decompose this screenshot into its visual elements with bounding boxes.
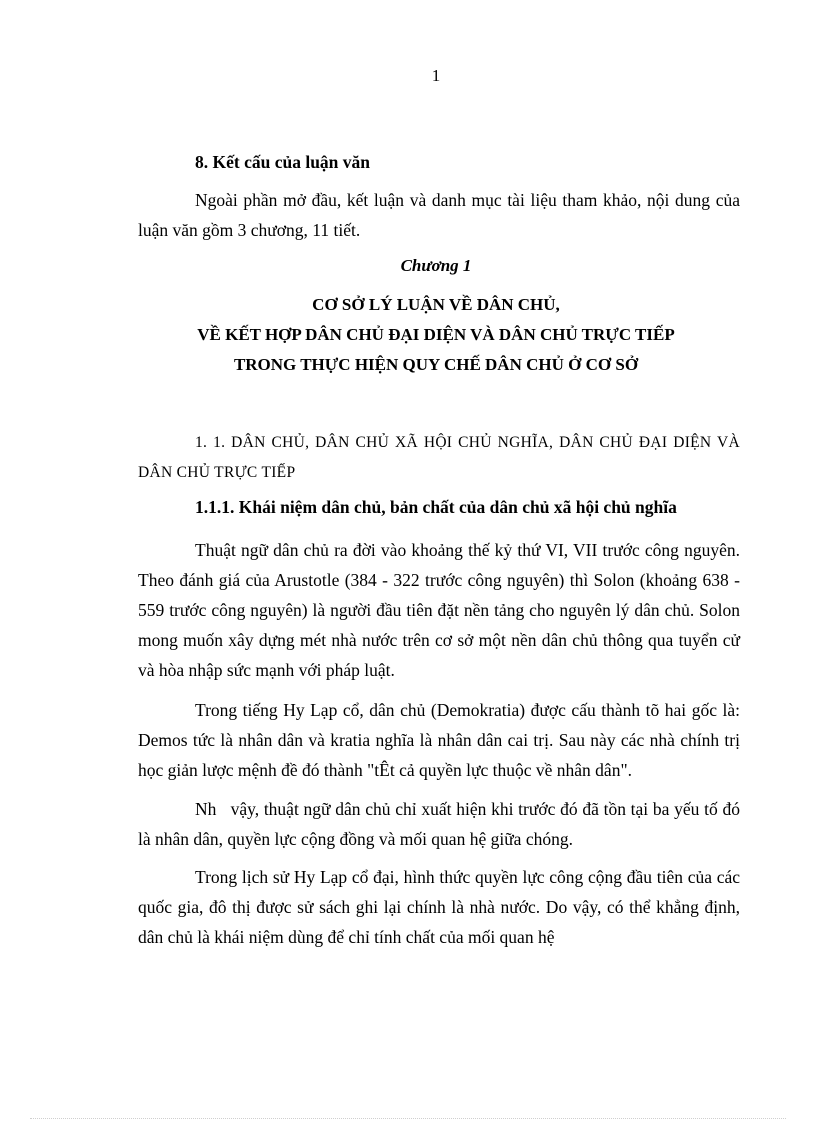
section-1-1-1-heading: 1.1.1. Khái niệm dân chủ, bản chất của dân chủ xã hội chủ nghĩa (195, 497, 677, 517)
chapter-title-line: TRONG THỰC HIỆN QUY CHẾ DÂN CHỦ Ở CƠ SỞ (233, 355, 639, 374)
body-paragraph: Nh vậy, thuật ngữ dân chủ chỉ xuất hiện khi trước đó đã tồn tại ba yếu tố đó là nhân dân, quyền lực cộng đồng và mối quan hệ giữa chóng. (138, 799, 745, 849)
body-paragraph: Thuật ngữ dân chủ ra đời vào khoảng thế kỷ thứ VI, VII trước công nguyên. Theo đánh giá của Arustotle (384 - 322 trước công nguyên) thì Solon (khoảng 638 - 559 trước công nguyên) là người đầu tiên đặt nền tảng cho nguyên lý dân chủ. Solon mong muốn xây dựng mét nhà nước trên cơ sở một nền dân chủ thông qua tuyển cử và hòa nhập sức mạnh với pháp luật. (138, 540, 740, 680)
page-number: 1 (431, 66, 441, 85)
section-8-paragraph: Ngoài phần mở đầu, kết luận và danh mục tài liệu tham khảo, nội dung của luận văn gồm 3 chương, 11 tiết. (138, 190, 740, 240)
section-1-1-heading: 1. 1. DÂN CHỦ, DÂN CHỦ XÃ HỘI CHỦ NGHĨA, DÂN CHỦ ĐẠI DIỆN VÀ DÂN CHỦ TRỰC TIẾP (138, 434, 740, 481)
body-paragraph: Trong lịch sử Hy Lạp cổ đại, hình thức quyền lực công cộng đầu tiên của các quốc gia, đô thị được sử sách ghi lại chính là nhà nước. Do vậy, có thể khẳng định, dân chủ là khái niệm dùng để chỉ tính chất của mối quan hệ (138, 867, 740, 947)
chapter-title-line: VỀ KẾT HỢP DÂN CHỦ ĐẠI DIỆN VÀ DÂN CHỦ TRỰC TIẾP (197, 325, 675, 344)
chapter-label: Chương 1 (400, 256, 472, 275)
page-bottom-divider (30, 1118, 786, 1119)
body-paragraph: Trong tiếng Hy Lạp cổ, dân chủ (Demokratia) được cấu thành tõ hai gốc là: Demos tức là nhân dân và kratia nghĩa là nhân dân cai trị. Sau này các nhà chính trị học giản lược mệnh đề đó thành "tÊt cả quyền lực thuộc về nhân dân". (138, 700, 740, 780)
chapter-title (0, 290, 816, 380)
section-8-heading: 8. Kết cấu của luận văn (195, 152, 371, 172)
chapter-title-line: CƠ SỞ LÝ LUẬN VỀ DÂN CHỦ, (312, 295, 560, 314)
